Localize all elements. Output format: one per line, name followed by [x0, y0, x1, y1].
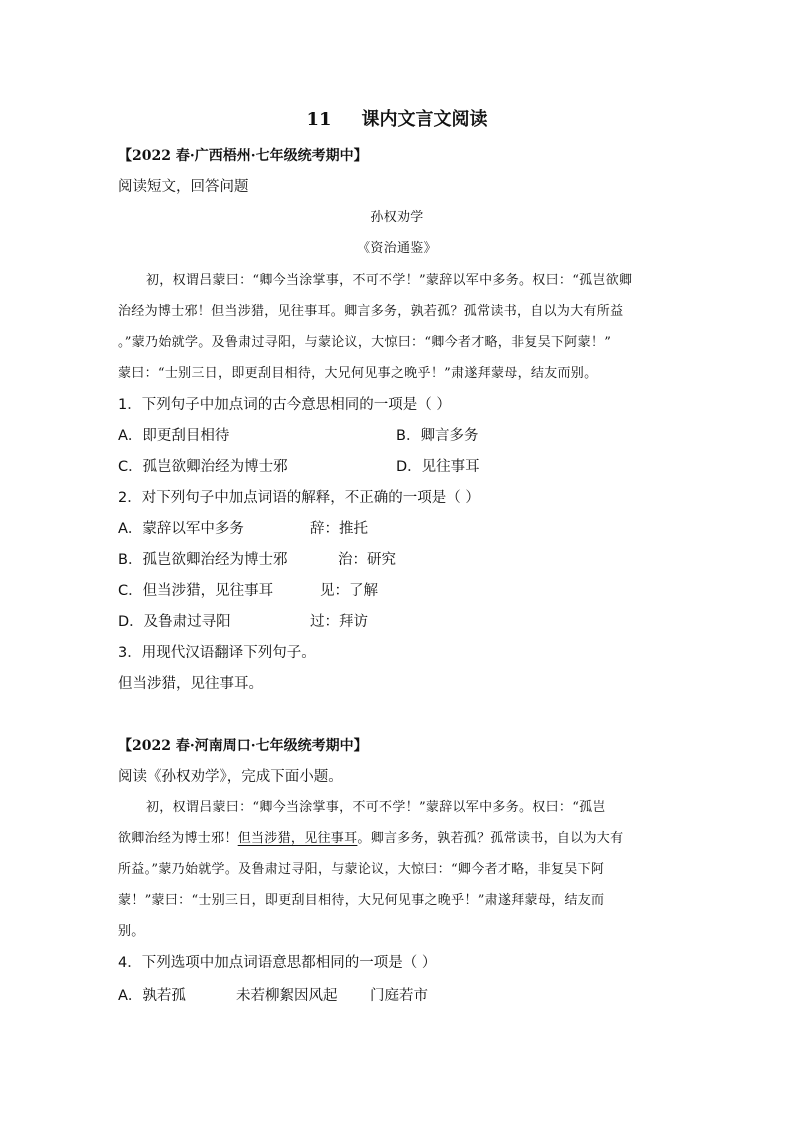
page-title	[0, 105, 794, 131]
question-2-option-c-gloss: 见：了解	[320, 583, 378, 599]
passage-book: 《资治通鉴》	[357, 241, 437, 256]
passage2-text: 。卿言多务，孰若孤？孤常读书，自以为大有	[357, 831, 624, 846]
question-2-option-a-gloss: 辞：推托	[310, 521, 368, 537]
passage-line: 蒙曰：“士别三日，即更刮目相待，大兄何见事之晚乎！”肃遂拜蒙母，结友而别。	[118, 366, 598, 381]
passage-line: 。”蒙乃始就学。及鲁肃过寻阳，与蒙论议，大惊曰：“卿今者才略，非复吴下阿蒙！”	[118, 335, 612, 350]
title-number: 11	[306, 109, 332, 130]
passage2-text: 欲卿治经为博士邪！	[118, 831, 238, 846]
section1-instruction: 阅读短文，回答问题	[118, 179, 249, 195]
section2-instruction: 阅读《孙权劝学》，完成下面小题。	[118, 769, 343, 785]
passage2-line: 所益。”蒙乃始就学。及鲁肃过寻阳，与蒙论议，大惊曰：“卿今者才略，非复吴下阿	[118, 862, 605, 877]
question-1-option-d: D．见往事耳	[396, 459, 480, 475]
passage-line: 治经为博士邪！但当涉猎，见往事耳。卿言多务，孰若孤？孤常读书，自以为大有所益	[118, 304, 624, 319]
section1-source: 【2022 春·广西梧州·七年级统考期中】	[118, 148, 368, 164]
question-1-option-b: B．卿言多务	[396, 428, 479, 444]
question-4-option-a-2: 未若柳絮因风起	[236, 988, 338, 1004]
passage2-line	[118, 829, 623, 849]
question-1-option-a: A．即更刮目相待	[118, 428, 230, 444]
passage-title: 孙权劝学	[370, 210, 424, 225]
question-2-option-c: C．但当涉猎，见往事耳	[118, 583, 274, 599]
question-2-option-b-gloss: 治：研究	[338, 552, 396, 568]
question-1-stem: 1．下列句子中加点词的古今意思相同的一项是（ ）	[118, 397, 451, 413]
question-4-stem: 4．下列选项中加点词语意思都相同的一项是（ ）	[118, 955, 437, 971]
question-2-option-b: B．孤岂欲卿治经为博士邪	[118, 552, 288, 568]
section2-source: 【2022 春·河南周口·七年级统考期中】	[118, 738, 368, 754]
question-2-option-a: A．蒙辞以军中多务	[118, 521, 244, 537]
question-2-option-d: D．及鲁肃过寻阳	[118, 614, 231, 630]
passage-line: 初，权谓吕蒙曰：“卿今当涂掌事，不可不学！”蒙辞以军中多务。权曰：“孤岂欲卿	[146, 273, 633, 288]
question-2-stem: 2．对下列句子中加点词语的解释，不正确的一项是（ ）	[118, 490, 480, 506]
passage2-line: 蒙！”蒙曰：“士别三日，即更刮目相待，大兄何见事之晚乎！”肃遂拜蒙母，结友而	[118, 893, 605, 908]
question-4-option-a-3: 门庭若市	[370, 988, 428, 1004]
title-text: 课内文言文阅读	[361, 109, 488, 130]
underlined-sentence: 但当涉猎，见往事耳	[237, 831, 358, 846]
question-4-option-a-1: A．孰若孤	[118, 988, 186, 1004]
passage2-line: 初，权谓吕蒙曰：“卿今当涂掌事，不可不学！”蒙辞以军中多务。权曰：“孤岂	[146, 800, 606, 815]
passage2-line: 别。	[118, 924, 145, 939]
question-2-option-d-gloss: 过：拜访	[310, 614, 368, 630]
question-1-option-c: C．孤岂欲卿治经为博士邪	[118, 459, 288, 475]
question-3-sentence: 但当涉猎，见往事耳。	[118, 676, 263, 692]
question-3-stem: 3．用现代汉语翻译下列句子。	[118, 645, 316, 661]
